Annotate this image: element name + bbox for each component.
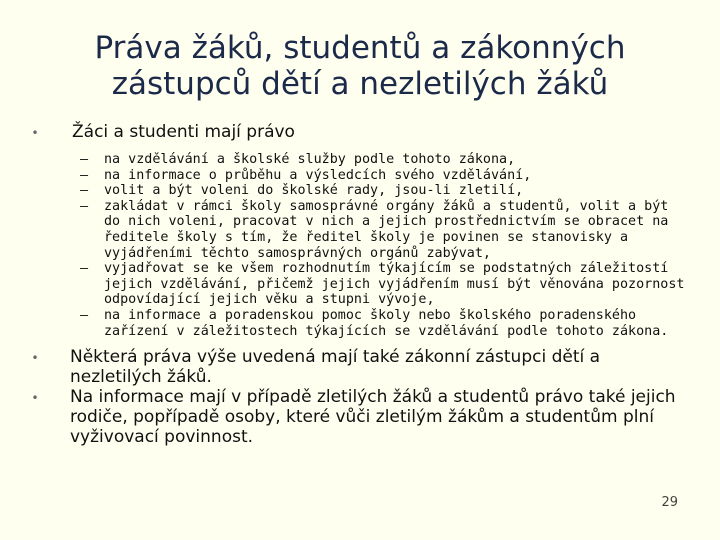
list-item-text: volit a být voleni do školské rady, jsou-li zletilí, <box>104 183 524 199</box>
bullet-item <box>26 347 686 387</box>
page-number: 29 <box>661 495 678 510</box>
bullet-dot-icon: • <box>31 391 39 406</box>
list-item <box>80 168 686 184</box>
list-item-text: vyjadřovat se ke všem rozhodnutím týkajícím se podstatných záležitostí jejich vzdělávání, přičemž jejich vyjádřením musí být věnována pozornost odpovídající jejich věku a stupni vývoje, <box>104 261 685 308</box>
slide-body <box>26 122 686 447</box>
bullet-dot-icon: • <box>31 351 39 366</box>
list-item <box>80 152 686 168</box>
bullet-text: Žáci a studenti mají právo <box>72 122 295 142</box>
bullet-item <box>26 122 686 144</box>
list-item-text: na informace a poradenskou pomoc školy nebo školského poradenského zařízení v záležitostech týkajících se vzdělávání podle tohoto zákona. <box>104 307 669 339</box>
bullet-text: Na informace mají v případě zletilých žáků a studentů právo také jejich rodiče, popřípadě osoby, které vůči zletilým žákům a studentům plní vyživovací povinnost. <box>70 387 676 448</box>
list-item-text: na informace o průběhu a výsledcích svého vzdělávání, <box>104 167 532 183</box>
bullet-text: Některá práva výše uvedená mají také zákonní zástupci dětí a nezletilých žáků. <box>70 347 601 388</box>
bullet-item <box>26 387 686 447</box>
slide-title: Práva žáků, studentů a zákonných zástupců dětí a nezletilých žáků <box>94 30 626 102</box>
bullet-dot-icon: • <box>31 126 39 140</box>
dash-icon: – <box>80 307 89 323</box>
list-item-text: zakládat v rámci školy samosprávné orgány žáků a studentů, volit a být do nich voleni, pracovat v nich a jejich prostřednictvím se obracet na ředitele školy s tím, že ředitel školy je povinen se stanovisky a vyjádřeními těchto samosprávných orgánů zabývat, <box>104 198 669 261</box>
dash-icon: – <box>80 167 89 183</box>
list-item <box>80 308 686 339</box>
list-item <box>80 183 686 199</box>
list-item <box>80 261 686 308</box>
rights-list <box>80 152 686 339</box>
list-item-text: na vzdělávání a školské služby podle tohoto zákona, <box>104 152 516 167</box>
dash-icon: – <box>80 183 89 199</box>
dash-icon: – <box>80 198 89 214</box>
dash-icon: – <box>80 261 89 277</box>
dash-icon: – <box>80 152 89 167</box>
list-item <box>80 199 686 261</box>
